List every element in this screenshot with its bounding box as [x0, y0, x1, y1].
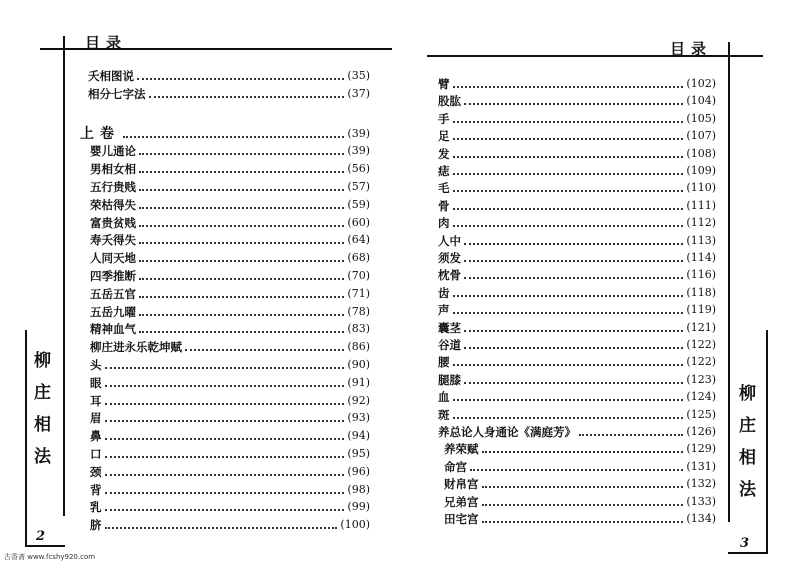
toc-entry: [90, 159, 370, 176]
outer-vertical-rule: [25, 330, 27, 545]
toc-entry-title: 口: [90, 447, 102, 461]
leader-dots: [149, 96, 345, 98]
leader-dots: [453, 295, 684, 297]
toc-entry: [90, 302, 370, 319]
side-title-char: 法: [34, 447, 51, 467]
toc-entry-page: (133): [686, 494, 716, 508]
leader-dots: [453, 399, 684, 401]
toc-entry-title: 寿夭得失: [90, 233, 136, 248]
toc-entry-page: (102): [686, 77, 716, 90]
side-title-char: 相: [739, 448, 756, 468]
toc-entry: [90, 462, 370, 479]
leader-dots: [464, 347, 683, 349]
toc-entry-page: (39): [347, 144, 370, 158]
leader-dots: [123, 136, 344, 138]
leader-dots: [453, 173, 684, 175]
toc-entry: [80, 124, 370, 141]
toc-entry-title: 夭相图说: [88, 69, 134, 83]
toc-entry-title: 眉: [90, 411, 102, 426]
leader-dots: [185, 349, 344, 351]
leader-dots: [105, 367, 345, 369]
header-rule: [427, 55, 763, 57]
toc-entry: [90, 408, 370, 425]
toc-entry-title: 上卷: [80, 125, 120, 142]
toc-entry: [90, 337, 370, 354]
toc-entry-page: (111): [686, 198, 716, 212]
right-page: [404, 0, 793, 564]
toc-entry-page: (94): [347, 429, 370, 443]
toc-entry-page: (57): [347, 180, 370, 193]
leader-dots: [139, 153, 344, 155]
toc-entry-page: (134): [686, 512, 716, 525]
toc-entry: [90, 248, 370, 265]
toc-entry-page: (105): [686, 111, 716, 125]
toc-entry-title: 富贵贫贱: [90, 215, 136, 230]
toc-entry-title: 兄弟宫: [444, 494, 479, 509]
toc-entry: [90, 141, 370, 158]
leader-dots: [482, 521, 684, 523]
toc-entry: [438, 248, 716, 265]
leader-dots: [105, 385, 345, 387]
leader-dots: [105, 474, 345, 476]
leader-dots: [139, 278, 344, 280]
toc-entry-page: (108): [686, 146, 716, 160]
leader-dots: [105, 492, 345, 494]
toc-entry-page: (109): [686, 164, 716, 177]
toc-entry-title: 手: [438, 111, 450, 126]
leader-dots: [453, 417, 684, 419]
toc-entry-page: (126): [686, 425, 716, 438]
toc-entry-title: 骨: [438, 198, 450, 213]
toc-entry-title: 柳庄进永乐乾坤赋: [90, 340, 182, 355]
leader-dots: [482, 486, 684, 488]
toc-entry-title: 声: [438, 303, 450, 318]
toc-entry-title: 背: [90, 482, 102, 497]
toc-entry: [90, 515, 370, 532]
toc-entry: [438, 387, 716, 404]
toc-entry-page: (129): [686, 442, 716, 456]
toc-list: [80, 66, 370, 533]
toc-entry-title: 命宫: [444, 459, 467, 474]
inner-vertical-rule: [728, 42, 730, 522]
toc-entry-title: 头: [90, 358, 102, 372]
toc-entry: [444, 492, 716, 509]
toc-entry: [90, 426, 370, 443]
leader-dots: [453, 364, 684, 366]
outer-vertical-rule: [766, 330, 768, 552]
toc-entry-title: 枕骨: [438, 268, 461, 283]
toc-entry-page: (91): [347, 375, 370, 389]
toc-entry: [438, 283, 716, 300]
page-number: 3: [740, 536, 750, 551]
leader-dots: [139, 296, 344, 298]
toc-entry-page: (125): [686, 407, 716, 421]
leader-dots: [105, 403, 345, 405]
toc-entry: [90, 319, 370, 336]
toc-entry: [90, 284, 370, 301]
toc-entry-page: (68): [347, 251, 370, 265]
toc-entry-title: 耳: [90, 393, 102, 408]
leader-dots: [139, 260, 344, 262]
toc-entry-title: 鼻: [90, 429, 102, 444]
page-number: 2: [36, 529, 46, 544]
leader-dots: [139, 225, 344, 227]
toc-entry-page: (70): [347, 269, 370, 282]
toc-entry: [444, 509, 716, 526]
toc-entry-title: 谷道: [438, 338, 461, 352]
leader-dots: [464, 260, 683, 262]
toc-entry-page: (104): [686, 94, 716, 108]
toc-entry: [90, 230, 370, 247]
toc-entry-title: 足: [438, 129, 450, 144]
toc-entry-page: (78): [347, 304, 370, 318]
leader-dots: [464, 382, 683, 384]
toc-entry-title: 痣: [438, 164, 450, 178]
toc-entry-page: (96): [347, 464, 370, 478]
toc-entry: [90, 497, 370, 514]
side-title-char: 法: [739, 480, 756, 500]
toc-entry-page: (124): [686, 390, 716, 404]
toc-entry: [438, 300, 716, 317]
toc-entry-page: (107): [686, 129, 716, 143]
toc-entry-page: (56): [347, 162, 370, 176]
toc-entry: [438, 352, 716, 369]
toc-entry: [90, 213, 370, 230]
leader-dots: [470, 469, 683, 471]
toc-entry-page: (131): [686, 459, 716, 473]
inner-vertical-rule: [63, 36, 65, 516]
leader-dots: [105, 438, 345, 440]
toc-entry: [90, 195, 370, 212]
toc-entry: [444, 439, 716, 456]
toc-entry-page: (122): [686, 355, 716, 369]
side-title-char: 庄: [34, 383, 51, 403]
toc-entry-title: 精神血气: [90, 322, 136, 337]
toc-entry: [90, 355, 370, 372]
toc-entry-page: (98): [347, 482, 370, 496]
toc-entry: [88, 84, 370, 101]
toc-entry-page: (119): [686, 303, 716, 317]
toc-entry: [90, 177, 370, 194]
toc-entry-page: (39): [347, 126, 370, 140]
toc-entry-page: (59): [347, 197, 370, 211]
toc-entry: [438, 422, 716, 439]
leader-dots: [464, 277, 683, 279]
toc-entry-title: 男相女相: [90, 162, 136, 177]
toc-entry: [444, 474, 716, 491]
toc-entry: [438, 144, 716, 161]
toc-entry: [90, 444, 370, 461]
toc-entry-page: (121): [686, 320, 716, 334]
toc-entry-title: 乳: [90, 500, 102, 515]
leader-dots: [139, 314, 344, 316]
toc-entry-title: 五岳五官: [90, 286, 136, 301]
toc-entry-title: 毛: [438, 181, 450, 196]
leader-dots: [139, 242, 344, 244]
toc-entry-page: (93): [347, 411, 370, 425]
toc-entry-title: 囊茎: [438, 320, 461, 335]
toc-entry: [438, 178, 716, 195]
toc-entry-page: (37): [347, 86, 370, 100]
toc-entry-title: 臂: [438, 77, 450, 91]
leader-dots: [105, 509, 345, 511]
header-title: 目录: [670, 40, 713, 58]
toc-entry-page: (86): [347, 340, 370, 354]
toc-entry: [438, 370, 716, 387]
toc-entry-title: 财帛宫: [444, 477, 479, 492]
toc-entry-page: (123): [686, 372, 716, 386]
toc-entry-page: (132): [686, 477, 716, 491]
leader-dots: [482, 504, 684, 506]
leader-dots: [105, 527, 338, 529]
toc-entry-title: 荣枯得失: [90, 197, 136, 212]
footer-rule: [25, 545, 65, 547]
leader-dots: [139, 331, 344, 333]
header-title: 目录: [85, 34, 128, 52]
toc-entry-page: (64): [347, 233, 370, 247]
toc-entry-page: (100): [340, 518, 370, 532]
leader-dots: [453, 312, 684, 314]
toc-entry-title: 眼: [90, 375, 102, 390]
toc-entry-title: 须发: [438, 251, 461, 265]
toc-entry-title: 腿膝: [438, 372, 461, 387]
toc-entry: [438, 265, 716, 282]
toc-entry-page: (90): [347, 358, 370, 371]
leader-dots: [464, 103, 683, 105]
side-title-char: 柳: [34, 351, 51, 371]
toc-entry-page: (83): [347, 322, 370, 336]
toc-entry-page: (35): [347, 69, 370, 82]
toc-entry-title: 四季推断: [90, 269, 136, 283]
side-title-char: 柳: [739, 384, 756, 404]
toc-entry: [438, 109, 716, 126]
leader-dots: [464, 330, 683, 332]
leader-dots: [139, 207, 344, 209]
toc-entry-page: (112): [686, 216, 716, 230]
toc-entry-title: 人中: [438, 233, 461, 248]
side-title-char: 相: [34, 415, 51, 435]
toc-entry-title: 斑: [438, 407, 450, 422]
leader-dots: [453, 86, 684, 88]
toc-entry-title: 发: [438, 146, 450, 161]
toc-entry: [438, 231, 716, 248]
leader-dots: [453, 156, 684, 158]
leader-dots: [453, 208, 684, 210]
toc-entry-title: 肉: [438, 216, 450, 231]
toc-entry: [88, 66, 370, 83]
toc-entry: [438, 196, 716, 213]
leader-dots: [139, 171, 344, 173]
toc-entry: [90, 373, 370, 390]
toc-entry: [438, 161, 716, 178]
toc-entry: [444, 457, 716, 474]
side-title: [739, 378, 756, 506]
toc-list: [438, 74, 716, 524]
leader-dots: [453, 225, 684, 227]
leader-dots: [579, 434, 683, 436]
leader-dots: [482, 451, 684, 453]
leader-dots: [464, 243, 683, 245]
toc-entry: [438, 74, 716, 91]
toc-entry-title: 养荣赋: [444, 442, 479, 457]
toc-entry: [90, 266, 370, 283]
leader-dots: [137, 78, 344, 80]
toc-entry-title: 田宅宫: [444, 512, 479, 526]
leader-dots: [453, 190, 684, 192]
left-page: [0, 0, 392, 564]
toc-entry-title: 血: [438, 390, 450, 405]
toc-entry-page: (118): [686, 285, 716, 299]
toc-entry-title: 相分七字法: [88, 86, 146, 101]
side-title-char: 庄: [739, 416, 756, 436]
toc-entry-title: 脐: [90, 518, 102, 533]
leader-dots: [105, 456, 345, 458]
toc-entry-page: (71): [347, 286, 370, 300]
toc-entry-page: (113): [686, 233, 716, 247]
toc-entry-title: 颈: [90, 464, 102, 479]
toc-entry-title: 人同天地: [90, 251, 136, 266]
toc-entry-page: (116): [686, 268, 716, 282]
side-title: [34, 345, 51, 473]
toc-entry-page: (95): [347, 447, 370, 460]
toc-entry-title: 股肱: [438, 94, 461, 109]
footer-watermark: 古香斋 www.fcshy920.com: [4, 553, 96, 561]
leader-dots: [453, 121, 684, 123]
toc-entry-title: 齿: [438, 285, 450, 300]
toc-entry: [438, 213, 716, 230]
leader-dots: [105, 420, 345, 422]
toc-entry-title: 养总论人身通论《满庭芳》: [438, 425, 576, 439]
toc-entry-title: 腰: [438, 355, 450, 370]
toc-entry-page: (99): [347, 500, 370, 514]
toc-entry: [438, 91, 716, 108]
toc-entry: [438, 126, 716, 143]
leader-dots: [453, 138, 684, 140]
toc-entry: [90, 480, 370, 497]
toc-entry-page: (60): [347, 215, 370, 229]
toc-entry: [438, 405, 716, 422]
toc-entry: [90, 391, 370, 408]
leader-dots: [139, 189, 344, 191]
toc-entry-page: (122): [686, 338, 716, 351]
toc-entry: [438, 318, 716, 335]
toc-entry-title: 五岳九曜: [90, 304, 136, 319]
toc-entry-title: 婴儿通论: [90, 144, 136, 159]
toc-entry-page: (92): [347, 393, 370, 407]
toc-entry-title: 五行贵贱: [90, 180, 136, 194]
toc-entry-page: (110): [686, 181, 716, 195]
toc-entry-page: (114): [686, 251, 716, 264]
toc-entry: [438, 335, 716, 352]
footer-rule: [728, 552, 768, 554]
